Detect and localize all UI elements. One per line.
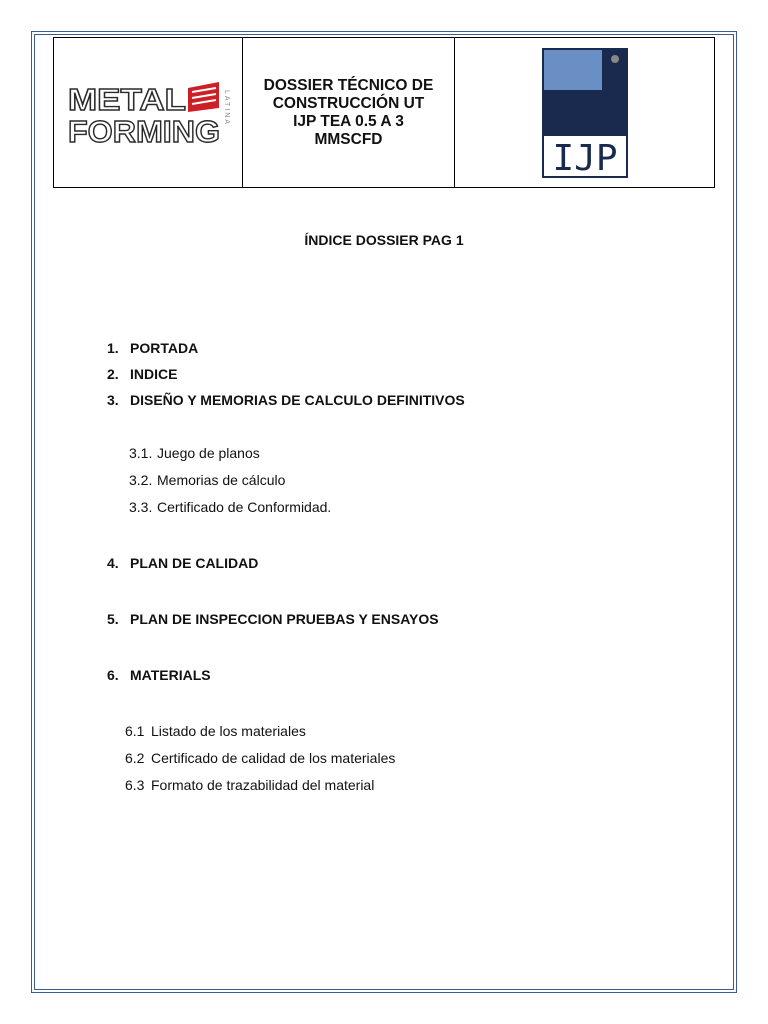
toc-item-label: PLAN DE CALIDAD xyxy=(130,555,259,571)
toc-item-label: INDICE xyxy=(130,366,178,382)
toc-item-number: 4. xyxy=(107,555,119,571)
toc-subitem-number: 6.2 xyxy=(125,750,145,766)
toc-subitem-number: 6.3 xyxy=(125,777,145,793)
index-title: ÍNDICE DOSSIER PAG 1 xyxy=(304,232,464,248)
toc-subitem-3-2 xyxy=(129,472,285,488)
toc-item-label: PORTADA xyxy=(130,340,199,356)
toc-subitem-label: Certificado de Conformidad. xyxy=(157,499,332,515)
toc-item-2 xyxy=(107,366,177,382)
toc-subitem-label: Certificado de calidad de los materiales xyxy=(151,750,396,766)
toc-subitem-number: 3.2. xyxy=(129,472,153,488)
toc-item-number: 5. xyxy=(107,611,119,627)
toc-subitem-label: Listado de los materiales xyxy=(151,723,306,739)
toc-item-6 xyxy=(107,667,211,683)
toc-subitem-label: Formato de trazabilidad del material xyxy=(151,777,375,793)
toc-subitem-6-3 xyxy=(125,777,374,793)
toc-subitem-number: 3.1. xyxy=(129,445,153,461)
logo-text-ijp: IJP xyxy=(551,137,618,178)
toc-item-number: 1. xyxy=(107,340,119,356)
logo-text-latina: LATINA xyxy=(222,89,230,126)
toc-item-number: 3. xyxy=(107,392,119,408)
toc-subitem-3-3 xyxy=(129,499,331,515)
toc-subitem-label: Memorias de cálculo xyxy=(157,472,286,488)
toc-item-5 xyxy=(107,611,439,627)
toc-item-number: 2. xyxy=(107,366,119,382)
toc-subitem-number: 3.3. xyxy=(129,499,153,515)
toc-item-1 xyxy=(107,340,198,356)
toc-item-label: PLAN DE INSPECCION PRUEBAS Y ENSAYOS xyxy=(130,611,439,627)
toc-subitem-number: 6.1 xyxy=(125,723,145,739)
document-title: DOSSIER TÉCNICO DE CONSTRUCCIÓN UT IJP TEA 0.5 A 3 MMSCFD xyxy=(263,76,434,148)
toc-item-number: 6. xyxy=(107,667,119,683)
toc-item-3 xyxy=(107,392,465,408)
toc-item-label: MATERIALS xyxy=(130,667,211,683)
toc-item-label: DISEÑO Y MEMORIAS DE CALCULO DEFINITIVOS xyxy=(130,392,465,408)
logo-text-metal: METAL xyxy=(67,81,186,117)
toc-subitem-3-1 xyxy=(129,445,260,461)
toc-subitem-6-1 xyxy=(125,723,306,739)
logo-text-forming: FORMING xyxy=(67,113,220,148)
toc-item-4 xyxy=(107,555,258,571)
toc-subitem-6-2 xyxy=(125,750,395,766)
toc-subitem-label: Juego de planos xyxy=(157,445,260,461)
